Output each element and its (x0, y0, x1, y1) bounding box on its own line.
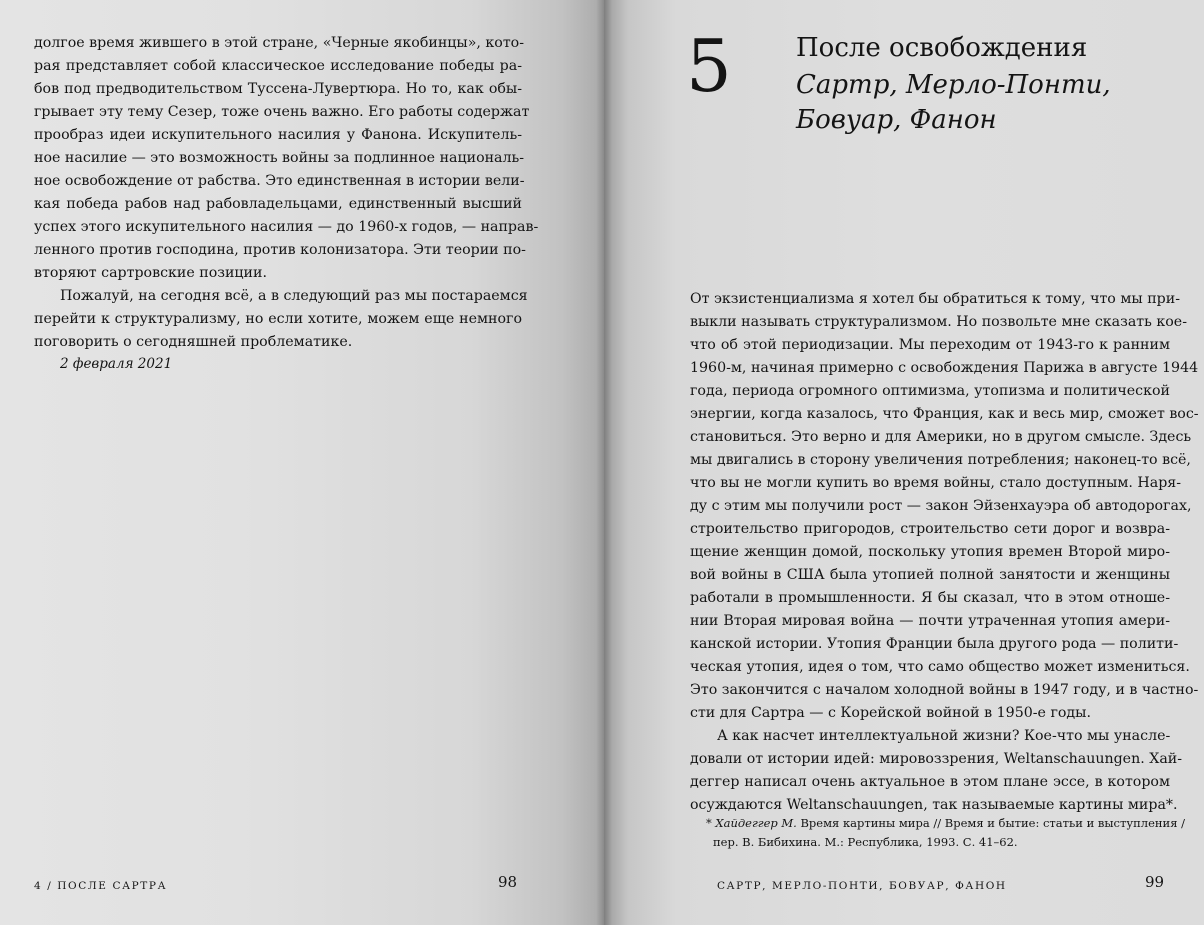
right-body-line-23: осуждаются Weltanschauungen, так называемые картины мира*. (690, 797, 1178, 813)
right-body-line-9: что вы не могли купить во время войны, стало доступным. Наря- (690, 475, 1182, 491)
right-body-line-6: энергии, когда казалось, что Франция, как и весь мир, сможет вос- (690, 406, 1199, 422)
footnote-reference: Время картины мира // Время и бытие: статьи и выступления / (796, 816, 1185, 830)
left-body-line-9: успех этого искупительного насилия — до 1960-х годов, — направ- (34, 219, 539, 235)
right-body-line-1: От экзистенциализма я хотел бы обратиться к тому, что мы при- (690, 291, 1180, 307)
right-body-line-10: ду с этим мы получили рост — закон Эйзенхауэра об автодорогах, (690, 498, 1192, 514)
footnote-marker: * (706, 816, 712, 830)
right-body-line-15: нии Вторая мировая война — почти утраченная утопия амери- (690, 613, 1170, 629)
lecture-date: 2 февраля 2021 (60, 356, 173, 372)
right-body-line-7: становиться. Это верно и для Америки, но в другом смысле. Здесь (690, 429, 1192, 445)
left-body-line-1: долгое время жившего в этой стране, «Черные якобинцы», кото- (34, 35, 525, 51)
right-body-line-8: мы двигались в сторону увеличения потребления; наконец-то всё, (690, 452, 1191, 468)
right-body-line-11: строительство пригородов, строительство сети дорог и возвра- (690, 521, 1170, 537)
footnote-author: Хайдеггер М. (715, 816, 797, 830)
left-body-line-4: грывает эту тему Сезер, тоже очень важно. Его работы содержат (34, 104, 530, 120)
left-body-line-10: ленного против господина, против колонизатора. Эти теории по- (34, 242, 526, 258)
left-body-line-14: поговорить о сегодняшней проблематике. (34, 334, 353, 350)
left-running-head: 4 / ПОСЛЕ САРТРА (34, 880, 168, 892)
right-body-line-3: что об этой периодизации. Мы переходим от 1943-го к ранним (690, 337, 1170, 353)
right-body-line-20: А как насчет интеллектуальной жизни? Кое-что мы унасле- (717, 728, 1171, 744)
right-body-line-16: канской истории. Утопия Франции была другого рода — полити- (690, 636, 1179, 652)
footnote-line-2: пер. В. Бибихина. М.: Республика, 1993. С. 41–62. (713, 835, 1018, 849)
right-body-line-21: довали от истории идей: мировоззрения, Weltanschauungen. Хай- (690, 751, 1183, 767)
left-body-line-7: ное освобождение от рабства. Это единственная в истории вели- (34, 173, 525, 189)
right-running-head: САРТР, МЕРЛО-ПОНТИ, БОВУАР, ФАНОН (717, 880, 1007, 892)
right-body-line-19: сти для Сартра — с Корейской войной в 1950-е годы. (690, 705, 1091, 721)
right-body-line-5: года, периода огромного оптимизма, утопизма и политической (690, 383, 1170, 399)
left-body-line-12: Пожалуй, на сегодня всё, а в следующий раз мы постараемся (60, 288, 528, 304)
right-body-line-22: деггер написал очень актуальное в этом плане эссе, в котором (690, 774, 1170, 790)
right-body-line-14: работали в промышленности. Я бы сказал, что в этом отноше- (690, 590, 1170, 606)
chapter-number: 5 (686, 24, 731, 108)
left-body-line-5: прообраз идеи искупительного насилия у Фанона. Искупитель- (34, 127, 522, 143)
left-body-line-11: вторяют сартровские позиции. (34, 265, 267, 281)
right-body-line-13: вой войны в США была утопией полной занятости и женщины (690, 567, 1170, 583)
chapter-title: После освобождения (796, 33, 1088, 63)
book-gutter (596, 0, 612, 925)
right-body-line-18: Это закончится с началом холодной войны в 1947 году, и в частно- (690, 682, 1199, 698)
right-page-number: 99 (1145, 873, 1165, 891)
right-body-line-2: выкли называть структурализмом. Но позвольте мне сказать кое- (690, 314, 1187, 330)
chapter-subtitle-line-2: Бовуар, Фанон (796, 105, 997, 135)
left-body-line-13: перейти к структурализму, но если хотите, можем еще немного (34, 311, 522, 327)
left-body-line-2: рая представляет собой классическое исследование победы ра- (34, 58, 522, 74)
right-body-line-4: 1960-м, начиная примерно с освобождения Парижа в августе 1944 (690, 360, 1199, 376)
left-body-line-6: ное насилие — это возможность войны за подлинное националь- (34, 150, 525, 166)
footnote-line-1 (706, 814, 1185, 833)
left-body-line-8: кая победа рабов над рабовладельцами, единственный высший (34, 196, 522, 212)
right-body-line-17: ческая утопия, идея о том, что само общество может измениться. (690, 659, 1190, 675)
left-page-number: 98 (498, 873, 518, 891)
left-body-line-3: бов под предводительством Туссена-Лувертюра. Но то, как обы- (34, 81, 522, 97)
chapter-subtitle-line-1: Сартр, Мерло-Понти, (796, 70, 1111, 100)
right-body-line-12: щение женщин домой, поскольку утопия времен Второй миро- (690, 544, 1170, 560)
